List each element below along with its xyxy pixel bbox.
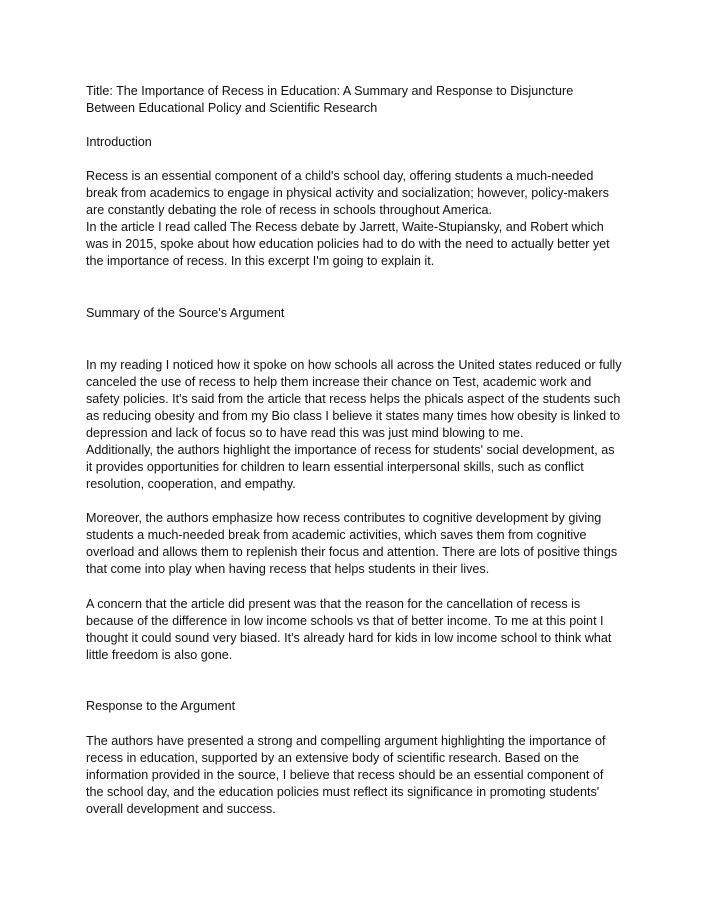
text-line: resolution, cooperation, and empathy. bbox=[86, 477, 296, 491]
text-line: are constantly debating the role of recess in schools throughout America. bbox=[86, 203, 493, 217]
response-heading: Response to the Argument bbox=[86, 699, 236, 713]
text-line: safety policies. It's said from the article that recess helps the phicals aspect of the students such bbox=[86, 392, 621, 406]
response-paragraph bbox=[86, 733, 646, 818]
introduction-heading: Introduction bbox=[86, 135, 152, 149]
text-line: The authors have presented a strong and compelling argument highlighting the importance of bbox=[86, 734, 606, 748]
text-line: information provided in the source, I believe that recess should be an essential component of bbox=[86, 768, 604, 782]
summary-paragraph-2 bbox=[86, 510, 646, 578]
text-line: A concern that the article did present was that the reason for the cancellation of recess is bbox=[86, 597, 581, 611]
text-line: recess in education, supported by an extensive body of scientific research. Based on the bbox=[86, 751, 579, 765]
summary-paragraph-3 bbox=[86, 596, 646, 664]
text-line: Recess is an essential component of a child's school day, offering students a much-needed bbox=[86, 169, 594, 183]
title-line: Between Educational Policy and Scientific Research bbox=[86, 101, 378, 115]
text-line: Moreover, the authors emphasize how recess contributes to cognitive development by giving bbox=[86, 511, 602, 525]
text-line: the importance of recess. In this excerpt I'm going to explain it. bbox=[86, 254, 435, 268]
text-line: Additionally, the authors highlight the importance of recess for students' social development, as bbox=[86, 443, 615, 457]
text-line: break from academics to engage in physical activity and socialization; however, policy-makers bbox=[86, 186, 609, 200]
text-line: depression and lack of focus so to have read this was just mind blowing to me. bbox=[86, 426, 524, 440]
text-line: canceled the use of recess to help them increase their chance on Test, academic work and bbox=[86, 375, 592, 389]
text-line: In the article I read called The Recess debate by Jarrett, Waite-Stupiansky, and Robert which bbox=[86, 220, 604, 234]
text-line: was in 2015, spoke about how education policies had to do with the need to actually better yet bbox=[86, 237, 610, 251]
text-line: it provides opportunities for children to learn essential interpersonal skills, such as conflict bbox=[86, 460, 584, 474]
text-line: thought it could sound very biased. It's already hard for kids in low income school to think what bbox=[86, 631, 612, 645]
text-line: overload and allows them to replenish their focus and attention. There are lots of positive things bbox=[86, 545, 618, 559]
document-title bbox=[86, 83, 646, 117]
text-line: In my reading I noticed how it spoke on how schools all across the United states reduced or fully bbox=[86, 358, 622, 372]
introduction-paragraph bbox=[86, 168, 646, 270]
text-line: little freedom is also gone. bbox=[86, 648, 233, 662]
text-line: students a much-needed break from academic activities, which saves them from cognitive bbox=[86, 528, 587, 542]
summary-paragraph-1 bbox=[86, 357, 646, 493]
text-line: because of the difference in low income schools vs that of better income. To me at this point I bbox=[86, 614, 604, 628]
text-line: that come into play when having recess that helps students in their lives. bbox=[86, 562, 490, 576]
text-line: the school day, and the education policies must reflect its significance in promoting students' bbox=[86, 785, 600, 799]
summary-heading: Summary of the Source's Argument bbox=[86, 306, 285, 320]
text-line: overall development and success. bbox=[86, 802, 276, 816]
title-line: Title: The Importance of Recess in Education: A Summary and Response to Disjuncture bbox=[86, 84, 574, 98]
text-line: as reducing obesity and from my Bio class I believe it states many times how obesity is linked to bbox=[86, 409, 621, 423]
